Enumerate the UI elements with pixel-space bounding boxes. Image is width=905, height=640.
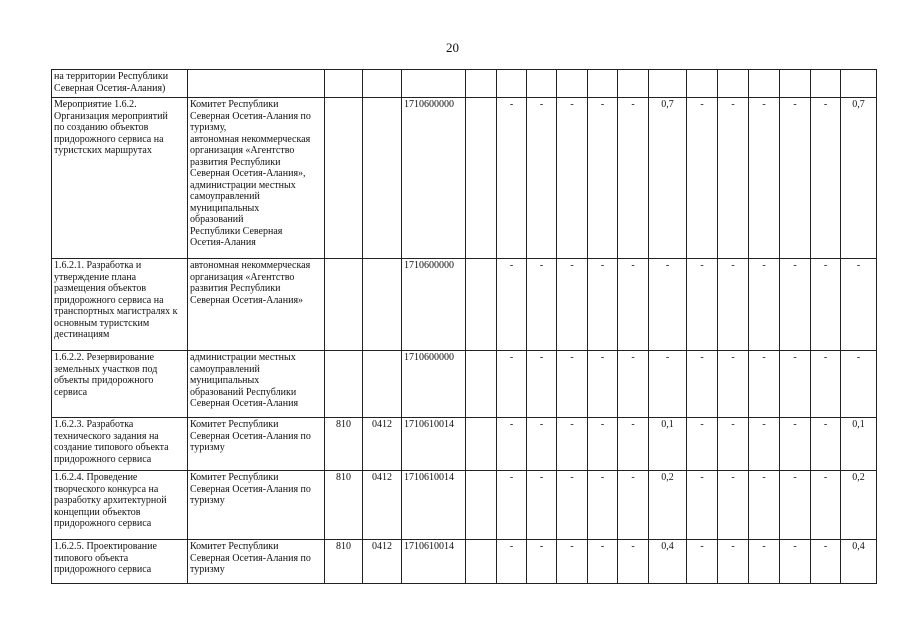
value-cell: - xyxy=(687,540,718,584)
value-cell: - xyxy=(749,98,780,259)
value-cell: - xyxy=(557,418,588,471)
value-cell: - xyxy=(780,418,811,471)
value-cell: - xyxy=(718,98,749,259)
value-cell: - xyxy=(557,98,588,259)
value-cell: - xyxy=(811,540,841,584)
value-cell: - xyxy=(811,98,841,259)
executor-cell: Комитет Республики Северная Осетия-Алания по туризму xyxy=(188,418,325,471)
csr-code-cell: 1710610014 xyxy=(402,471,466,540)
value-cell: 0,1 xyxy=(841,418,877,471)
activity-name-cell: 1.6.2.2. Резервирование земельных участков под объекты придорожного сервиса xyxy=(52,351,188,418)
value-cell: - xyxy=(497,259,527,351)
executor-cell xyxy=(188,70,325,98)
value-cell: - xyxy=(618,471,649,540)
value-cell: 0,4 xyxy=(841,540,877,584)
value-cell: - xyxy=(718,540,749,584)
value-cell xyxy=(466,471,497,540)
value-cell: - xyxy=(618,98,649,259)
value-cell: 0,1 xyxy=(649,418,687,471)
value-cell: - xyxy=(527,418,557,471)
grbs-code-cell xyxy=(325,259,363,351)
value-cell: 0,7 xyxy=(649,98,687,259)
value-cell: - xyxy=(588,351,618,418)
value-cell: - xyxy=(749,471,780,540)
table-row xyxy=(52,418,877,471)
value-cell xyxy=(718,70,749,98)
rzpr-code-cell xyxy=(363,98,402,259)
value-cell: - xyxy=(811,471,841,540)
value-cell: - xyxy=(527,351,557,418)
grbs-code-cell xyxy=(325,70,363,98)
value-cell: - xyxy=(527,540,557,584)
value-cell: - xyxy=(687,418,718,471)
value-cell: - xyxy=(780,259,811,351)
value-cell: - xyxy=(497,351,527,418)
rzpr-code-cell: 0412 xyxy=(363,471,402,540)
value-cell: - xyxy=(749,418,780,471)
value-cell: - xyxy=(649,351,687,418)
value-cell xyxy=(557,70,588,98)
value-cell xyxy=(588,70,618,98)
value-cell: - xyxy=(780,540,811,584)
value-cell: - xyxy=(557,471,588,540)
value-cell: - xyxy=(687,98,718,259)
value-cell: - xyxy=(588,259,618,351)
value-cell: - xyxy=(780,471,811,540)
value-cell: - xyxy=(497,98,527,259)
value-cell: - xyxy=(841,259,877,351)
value-cell: - xyxy=(618,351,649,418)
value-cell: - xyxy=(497,418,527,471)
table-row xyxy=(52,540,877,584)
table-row xyxy=(52,471,877,540)
value-cell xyxy=(618,70,649,98)
value-cell: - xyxy=(557,351,588,418)
value-cell: - xyxy=(618,418,649,471)
csr-code-cell: 1710610014 xyxy=(402,540,466,584)
value-cell: 0,4 xyxy=(649,540,687,584)
csr-code-cell: 1710610014 xyxy=(402,418,466,471)
page-number: 20 xyxy=(446,40,459,55)
value-cell: - xyxy=(718,259,749,351)
value-cell: - xyxy=(557,540,588,584)
executor-cell: администрации местных самоуправлений муниципальных образований Республики Северная Осетия-Алания xyxy=(188,351,325,418)
value-cell: - xyxy=(749,351,780,418)
value-cell: - xyxy=(527,98,557,259)
value-cell: - xyxy=(718,471,749,540)
activity-name-cell: 1.6.2.5. Проектирование типового объекта придорожного сервиса xyxy=(52,540,188,584)
value-cell: - xyxy=(718,351,749,418)
value-cell: - xyxy=(527,259,557,351)
executor-cell: Комитет Республики Северная Осетия-Алания по туризму, автономная некоммерческая организация «Агентство развития Республики Северная Осетия-Алания», администрации местных самоуправлений муниципальных образований Республики Северная Осетия-Алания xyxy=(188,98,325,259)
csr-code-cell: 1710600000 xyxy=(402,98,466,259)
value-cell: - xyxy=(588,98,618,259)
value-cell: - xyxy=(497,540,527,584)
value-cell xyxy=(841,70,877,98)
value-cell: - xyxy=(527,471,557,540)
value-cell: - xyxy=(588,418,618,471)
budget-table xyxy=(51,69,877,584)
value-cell xyxy=(811,70,841,98)
value-cell: - xyxy=(687,351,718,418)
value-cell: - xyxy=(811,418,841,471)
executor-cell: автономная некоммерческая организация «Агентство развития Республики Северная Осетия-Алания» xyxy=(188,259,325,351)
value-cell: - xyxy=(749,540,780,584)
value-cell: - xyxy=(687,259,718,351)
table-row xyxy=(52,351,877,418)
value-cell xyxy=(466,98,497,259)
value-cell xyxy=(466,540,497,584)
csr-code-cell: 1710600000 xyxy=(402,259,466,351)
value-cell xyxy=(466,351,497,418)
value-cell: - xyxy=(618,259,649,351)
value-cell: - xyxy=(718,418,749,471)
value-cell xyxy=(687,70,718,98)
value-cell: - xyxy=(687,471,718,540)
grbs-code-cell xyxy=(325,351,363,418)
activity-name-cell: Мероприятие 1.6.2. Организация мероприятий по созданию объектов придорожного сервиса на туристских маршрутах xyxy=(52,98,188,259)
value-cell: 0,7 xyxy=(841,98,877,259)
rzpr-code-cell: 0412 xyxy=(363,540,402,584)
value-cell: - xyxy=(588,471,618,540)
grbs-code-cell xyxy=(325,98,363,259)
activity-name-cell: 1.6.2.4. Проведение творческого конкурса на разработку архитектурной концепции объектов придорожного сервиса xyxy=(52,471,188,540)
value-cell: - xyxy=(780,98,811,259)
value-cell: - xyxy=(649,259,687,351)
activity-name-cell: 1.6.2.3. Разработка технического задания на создание типового объекта придорожного сервиса xyxy=(52,418,188,471)
value-cell: - xyxy=(811,259,841,351)
value-cell xyxy=(497,70,527,98)
value-cell xyxy=(527,70,557,98)
csr-code-cell: 1710600000 xyxy=(402,351,466,418)
csr-code-cell xyxy=(402,70,466,98)
value-cell xyxy=(466,418,497,471)
executor-cell: Комитет Республики Северная Осетия-Алания по туризму xyxy=(188,471,325,540)
value-cell: - xyxy=(811,351,841,418)
value-cell xyxy=(749,70,780,98)
table-row xyxy=(52,98,877,259)
value-cell: - xyxy=(780,351,811,418)
executor-cell: Комитет Республики Северная Осетия-Алания по туризму xyxy=(188,540,325,584)
rzpr-code-cell xyxy=(363,351,402,418)
value-cell: 0,2 xyxy=(841,471,877,540)
activity-name-cell: 1.6.2.1. Разработка и утверждение плана размещения объектов придорожного сервиса на транспортных магистралях к основным туристским дестинациям xyxy=(52,259,188,351)
table-row xyxy=(52,259,877,351)
value-cell xyxy=(780,70,811,98)
value-cell: - xyxy=(588,540,618,584)
rzpr-code-cell xyxy=(363,259,402,351)
value-cell: - xyxy=(557,259,588,351)
value-cell xyxy=(649,70,687,98)
value-cell: 0,2 xyxy=(649,471,687,540)
rzpr-code-cell xyxy=(363,70,402,98)
value-cell xyxy=(466,259,497,351)
value-cell: - xyxy=(841,351,877,418)
table-row xyxy=(52,70,877,98)
activity-name-cell: на территории Республики Северная Осетия-Алания) xyxy=(52,70,188,98)
grbs-code-cell: 810 xyxy=(325,418,363,471)
grbs-code-cell: 810 xyxy=(325,471,363,540)
value-cell: - xyxy=(618,540,649,584)
value-cell xyxy=(466,70,497,98)
grbs-code-cell: 810 xyxy=(325,540,363,584)
value-cell: - xyxy=(497,471,527,540)
rzpr-code-cell: 0412 xyxy=(363,418,402,471)
value-cell: - xyxy=(749,259,780,351)
